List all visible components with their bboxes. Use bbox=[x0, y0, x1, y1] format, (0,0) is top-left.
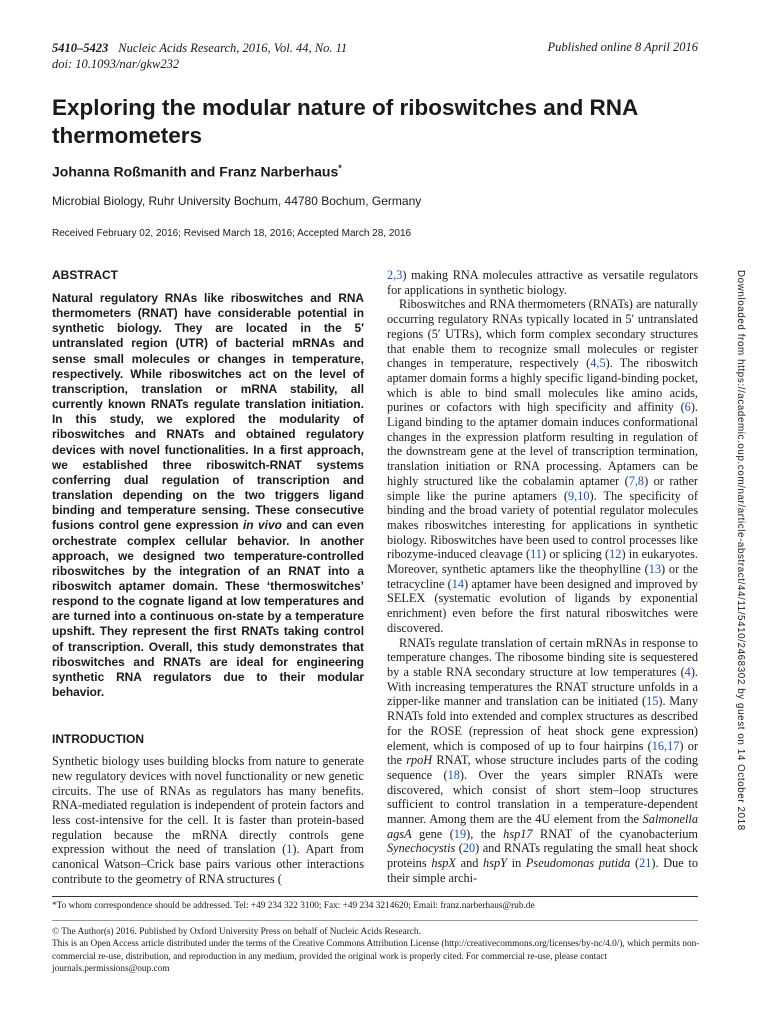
text-run: ). The specificity of binding and the broad variety of potential regulator molecules makes riboswitches interesting for applications in synthetic biology. Riboswitches have been used to control processes like ribozyme-induced cleavage ( bbox=[387, 488, 698, 562]
text-run: ). Ligand binding to the aptamer domain induces conformational changes in the expression platform resulting in regulation of the downstream gene at the level of transcription termination, translation initiation or RNA processing. Aptamers can be highly structured like the cobalamin aptamer ( bbox=[387, 400, 698, 488]
text-run: ). Many RNATs fold into extended and complex structures as described for the ROSE (repression of heat shock gene expression) element, which is composed of up to four hairpins ( bbox=[387, 694, 698, 753]
intro-paragraph-2 bbox=[387, 297, 698, 635]
text-run: ) making RNA molecules attractive as versatile regulators for applications in synthetic biology. bbox=[387, 268, 698, 297]
received-dates: Received February 02, 2016; Revised March 18, 2016; Accepted March 28, 2016 bbox=[52, 228, 412, 239]
citation-link[interactable]: 19 bbox=[453, 826, 467, 841]
italic-term: Synechocystis bbox=[387, 841, 456, 856]
text-run: RNAT of the cyanobacterium bbox=[532, 826, 698, 841]
license-text: This is an Open Access article distributed under the terms of the Creative Commons Attribution License (http://creativecommons.org/licenses/by-nc/4.0/), which permits non-commercial re-use, distribution, and reproduction in any medium, provided the original work is properly cited. For commercial re-use, please contact journals.permissions@oup.com bbox=[52, 939, 700, 975]
citation-link[interactable]: 9,10 bbox=[568, 488, 590, 503]
text-run: ) or rather simple like the purine aptamers ( bbox=[387, 473, 698, 503]
citation-link[interactable]: 18 bbox=[447, 767, 460, 782]
download-watermark bbox=[734, 270, 748, 831]
citation-link[interactable]: 21 bbox=[639, 856, 652, 871]
abstract-part-2: and can even orchestrate complex cellular behavior. In another approach, we designed two temperature-controlled riboswitches by the integration of an RNAT into a riboswitch aptamer domain. These ‘thermoswitches’ respond to the cognate ligand at low temperatures and are turned into a continuous on-state by a temperature upshift. They represent the first RNATs taking control of transcription. Overall, this study demonstrates that riboswitches and RNATs are ideal for engineering synthetic RNA regulators due to their modular behavior. bbox=[52, 518, 364, 700]
affiliation: Microbial Biology, Ruhr University Bochum, 44780 Bochum, Germany bbox=[52, 194, 422, 208]
citation-link[interactable]: 20 bbox=[462, 841, 476, 856]
citation-link[interactable]: 7,8 bbox=[628, 473, 645, 488]
text-run: ). With increasing temperatures the RNAT structure unfolds in a zipper-like manner and translation can be initiated ( bbox=[387, 664, 698, 709]
text-run: ), the bbox=[466, 826, 504, 841]
citation-link[interactable]: 2,3 bbox=[387, 268, 403, 282]
citation-link[interactable]: 16,17 bbox=[651, 738, 680, 753]
citation-link[interactable]: 11 bbox=[530, 547, 542, 562]
citation-link[interactable]: 12 bbox=[609, 547, 622, 562]
license-divider bbox=[52, 920, 698, 921]
copyright-line: © The Author(s) 2016. Published by Oxford University Press on behalf of Nucleic Acids Research. bbox=[52, 927, 421, 937]
italic-term: hspY bbox=[483, 856, 507, 871]
text-run: ) aptamer have been designed and improved by SELEX (systematic evolution of ligands by exponential enrichment) even before the first natural riboswitches were discovered. bbox=[387, 576, 698, 635]
italic-term: hspX bbox=[431, 856, 456, 871]
abstract-part-1: Natural regulatory RNAs like riboswitches and RNA thermometers (RNAT) have considerable potential in synthetic biology. They are located in the 5′ untranslated region (UTR) of bacterial mRNAs and sense small molecules or changes in temperature, respectively. While riboswitches act on the level of transcription, translation or mRNA stability, all currently known RNATs regulate translation initiation. In this study, we explored the modularity of riboswitches and RNATs and obtained regulatory devices with novel functionalities. In a first approach, we established three riboswitch-RNAT systems conferring dual regulation of transcription and translation depending on the two triggers ligand binding and temperature sensing. These consecutive fusions control gene expression bbox=[52, 291, 364, 533]
left-column bbox=[52, 268, 364, 887]
citation-link[interactable]: 4 bbox=[684, 664, 691, 679]
doi: doi: 10.1093/nar/gkw232 bbox=[52, 57, 180, 71]
text-run: ). Apart from canonical Watson–Crick base pairs various other interactions contribute to the geometry of RNA structures ( bbox=[52, 842, 364, 886]
abstract-text bbox=[52, 291, 364, 700]
intro-paragraph-3 bbox=[387, 636, 698, 886]
citation-link[interactable]: 1 bbox=[286, 842, 293, 857]
text-run: ) and RNATs regulating the small heat shock proteins bbox=[387, 841, 698, 871]
text-run: RNAT, whose structure includes parts of the coding sequence ( bbox=[387, 753, 698, 782]
text-run: and bbox=[455, 856, 484, 871]
text-run: ). Over the years simpler RNATs were discovered, which consist of short stem–loop structures sufficient to control translation in a temperature-dependent manner. Among them are the 4U element from the bbox=[387, 767, 698, 827]
corresponding-mark: * bbox=[338, 163, 342, 173]
citation-link[interactable]: 14 bbox=[451, 576, 465, 591]
text-run: ). Due to their simple archi- bbox=[387, 856, 698, 885]
citation-link[interactable]: 13 bbox=[648, 562, 662, 577]
journal-citation: Nucleic Acids Research, 2016, Vol. 44, No. 11 bbox=[118, 41, 348, 55]
license-block bbox=[52, 926, 702, 976]
text-run: in bbox=[506, 856, 526, 871]
correspondence-footnote: *To whom correspondence should be addressed. Tel: +49 234 322 3100; Fax: +49 234 3214620; Email: franz.narberhaus@rub.de bbox=[52, 901, 535, 911]
text-run: ) in eukaryotes. Moreover, synthetic aptamers like the theophylline ( bbox=[387, 547, 698, 577]
italic-term: Pseudomonas putida bbox=[525, 856, 631, 871]
text-run: RNATs regulate translation of certain mRNAs in response to temperature changes. The ribosome binding site is sequestered by a stable RNA secondary structure at low temperatures ( bbox=[387, 635, 698, 679]
citation-link[interactable]: 4,5 bbox=[590, 356, 606, 371]
abstract-heading: ABSTRACT bbox=[52, 268, 118, 282]
citation-link[interactable]: 6 bbox=[684, 400, 691, 415]
intro-paragraph-1-cont bbox=[387, 268, 698, 297]
text-run: ) or the bbox=[387, 738, 698, 768]
text-run: ( bbox=[455, 841, 463, 856]
introduction-heading: INTRODUCTION bbox=[52, 732, 144, 747]
intro-paragraph-1 bbox=[52, 754, 364, 886]
citation-link[interactable]: 15 bbox=[646, 694, 659, 709]
text-run: Synthetic biology uses building blocks from nature to generate new regulatory devices with novel functionality or new genetic circuits. The use of RNAs as regulators has many benefits. RNA-mediated regulation is independent of protein factors and less cost-intensive for the cell. It is faster than protein-based regulation because the mRNA directly controls gene expression without the need of translation ( bbox=[52, 754, 364, 857]
italic-term: rpoH bbox=[406, 753, 433, 768]
text-run: gene ( bbox=[411, 826, 454, 841]
publication-date: Published online 8 April 2016 bbox=[547, 40, 698, 54]
right-column bbox=[387, 268, 698, 886]
author-list bbox=[52, 163, 342, 180]
text-run: ) or the tetracycline ( bbox=[387, 562, 698, 591]
text-run: ) or splicing ( bbox=[541, 547, 610, 562]
running-header bbox=[52, 40, 347, 72]
download-watermark-text: Downloaded from https://academic.oup.com/nar/article-abstract/44/11/5410/2468302 by guest on 14 October 2018 bbox=[735, 270, 746, 831]
text-run: Riboswitches and RNA thermometers (RNATs) are naturally occurring regulatory RNAs typically located in 5′ untranslated regions (5′ UTRs), which form complex secondary structures that enable them to recognize small molecules or register changes in temperature, respectively ( bbox=[387, 297, 698, 371]
article-title: Exploring the modular nature of riboswitches and RNA thermometers bbox=[52, 95, 638, 148]
italic-term: Salmonella agsA bbox=[387, 812, 698, 841]
italic-term: hsp17 bbox=[503, 826, 533, 841]
authors-text: Johanna Roßmanith and Franz Narberhaus bbox=[52, 163, 339, 180]
page-range: 5410–5423 bbox=[52, 41, 109, 55]
text-run: ). The riboswitch aptamer domain forms a highly specific ligand-binding pocket, which is able to bind small molecules like amino acids, purines or cofactors with high specificity and affinity ( bbox=[387, 356, 698, 415]
abstract-italic: in vivo bbox=[243, 518, 282, 533]
footnote-divider bbox=[52, 896, 698, 897]
text-run: ( bbox=[630, 856, 640, 871]
